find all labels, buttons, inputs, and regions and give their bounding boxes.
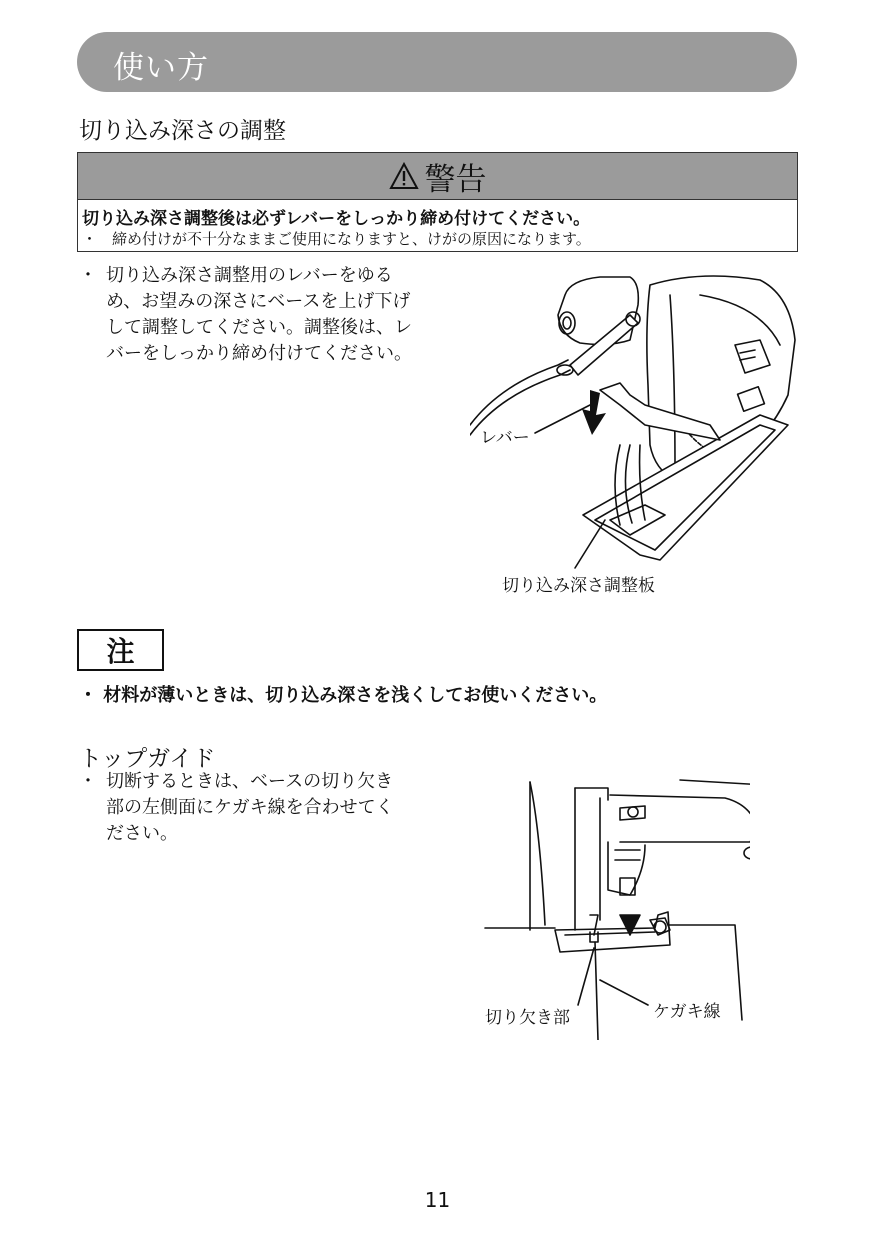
- depth-line-1: 切り込み深さ調整用のレバーをゆる: [106, 265, 393, 286]
- warning-title: 警告: [424, 161, 487, 198]
- warning-sub-text: ・ 締め付けが不十分なままご使用になりますと、けがの原因になります。: [82, 230, 591, 248]
- guide-instruction: [79, 769, 479, 851]
- warning-main-text: 切り込み深さ調整後は必ずレバーをしっかり締め付けてください。: [82, 209, 591, 229]
- bullet-mark: ・: [79, 771, 97, 792]
- depth-line-4: バーをしっかり締め付けてください。: [106, 343, 412, 364]
- warning-triangle-icon: [389, 162, 419, 190]
- depth-instruction: [79, 263, 479, 373]
- bullet-mark: ・: [79, 265, 97, 286]
- note-box: [77, 629, 164, 671]
- page-number: 11: [424, 1188, 451, 1212]
- warning-header: [78, 153, 797, 200]
- label-depth-plate: 切り込み深さ調整板: [502, 576, 655, 596]
- header-bar: [77, 32, 797, 92]
- label-marking-line: ケガキ線: [653, 1002, 721, 1022]
- label-notch: 切り欠き部: [485, 1008, 570, 1028]
- guide-line-3: ださい。: [106, 823, 178, 844]
- depth-line-3: して調整してください。調整後は、レ: [106, 317, 412, 338]
- section-heading-depth: 切り込み深さの調整: [79, 118, 286, 144]
- page-title: 使い方: [113, 50, 209, 86]
- guide-line-1: 切断するときは、ベースの切り欠き: [106, 771, 394, 792]
- guide-line-2: 部の左側面にケガキ線を合わせてく: [106, 797, 394, 818]
- warning-box: [77, 152, 798, 252]
- label-lever: レバー: [480, 428, 530, 448]
- note-text: ・ 材料が薄いときは、切り込み深さを浅くしてお使いください。: [79, 685, 608, 706]
- note-label: 注: [106, 635, 135, 668]
- section-heading-guide: トップガイド: [79, 746, 216, 772]
- depth-line-2: め、お望みの深さにベースを上げ下げ: [106, 291, 411, 312]
